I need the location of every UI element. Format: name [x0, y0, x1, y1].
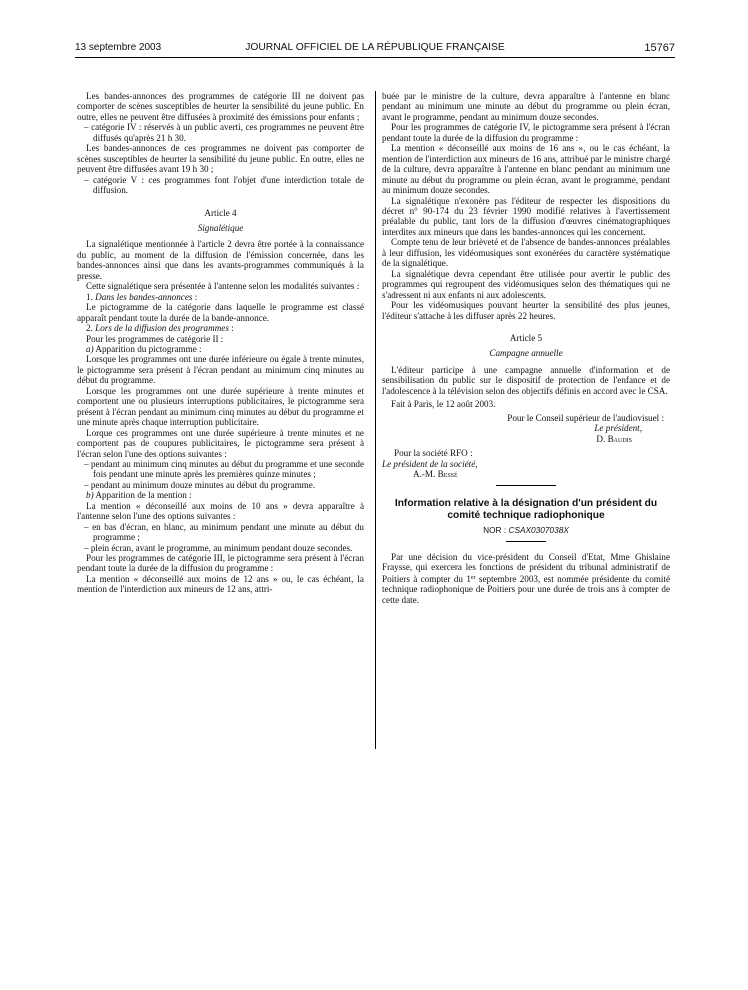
paragraph: La mention « déconseillé aux moins de 10 ans » devra apparaître à l'antenne selon l'une des options suivantes :	[77, 500, 364, 522]
list-item: – catégorie V : ces programmes font l'objet d'une interdiction totale de diffusion.	[84, 174, 364, 196]
nor-label: NOR :	[483, 525, 509, 536]
header-rule	[75, 57, 675, 58]
list-item: – catégorie IV : réservés à un public averti, ces programmes ne peuvent être diffusés qu'après 21 h 30.	[84, 122, 364, 143]
paragraph: Pour les programmes de catégorie III, le pictogramme sera présent à l'écran pendant toute la durée de la diffusion du programme :	[77, 553, 364, 574]
paragraph: Lorsque les programmes ont une durée inférieure ou égale à trente minutes, le pictogramme sera présent à l'écran pendant au minimum cinq minutes au début du programme.	[77, 354, 364, 386]
header-page-number: 15767	[644, 42, 675, 54]
subsection-a-heading	[77, 344, 364, 354]
signatory-rfo: Pour la société RFO :	[394, 448, 473, 459]
paragraph: Pour les programmes de catégorie IV, le pictogramme sera présent à l'écran pendant toute la durée de la diffusion du programme :	[382, 122, 670, 143]
column-divider	[375, 91, 376, 749]
section-number: 1.	[86, 291, 93, 302]
subsection-letter: b)	[86, 490, 94, 501]
information-title: Information relative à la désignation d'un président du comité technique radiophonique	[394, 498, 658, 521]
paragraph: Les bandes-annonces de ces programmes ne doivent pas comporter de scènes susceptibles de heurter la sensibilité du jeune public. En outre, elles ne peuvent être diffusées avant 19 h 30 ;	[77, 143, 364, 175]
article-4-heading: Article 4	[204, 207, 237, 218]
colon: :	[192, 291, 198, 302]
right-column	[382, 91, 670, 605]
subsection-letter: a)	[86, 343, 94, 354]
list-item: – plein écran, avant le programme, au minimum pendant douze secondes.	[84, 542, 353, 553]
left-column	[77, 91, 364, 595]
subsection-b-heading	[77, 490, 364, 500]
section-1-heading	[77, 292, 364, 302]
header-journal-title: JOURNAL OFFICIEL DE LA RÉPUBLIQUE FRANÇAISE	[245, 42, 505, 53]
paragraph: La signalétique mentionnée à l'article 2 devra être portée à la connaissance du public, au moment de la diffusion de l'émission concernée, dans les bandes-annonces ainsi que dans les avants-programmes communiqués à la presse.	[77, 239, 364, 281]
paragraph: L'éditeur participe à une campagne annuelle d'information et de sensibilisation du public sur le dispositif de protection de l'enfance et de l'adolescence à la télévision selon des objectifs définis en accord avec le CSA.	[382, 364, 670, 396]
superscript: er	[470, 574, 476, 581]
signatory-csa-role: Le président,	[594, 423, 642, 434]
paragraph: Compte tenu de leur brièveté et de l'absence de bandes-annonces préalables à leur diffusion, les vidéomusiques sont exonérées du caractère systématique de la signalétique.	[382, 237, 670, 269]
signatory-csa: Pour le Conseil supérieur de l'audiovisuel :	[507, 412, 664, 423]
paragraph: Les bandes-annonces des programmes de catégorie III ne doivent pas comporter de scènes susceptibles de heurter la sensibilité du jeune public. En outre, elles ne peuvent être diffusées à proximité des émissions pour enfants ;	[77, 91, 364, 122]
paragraph: buée par le ministre de la culture, devra apparaître à l'antenne en blanc pendant au minimum une minute au début du programme ou plein écran, avant le programme, pendant au minimum douze secondes.	[382, 91, 670, 122]
paragraph: La signalétique n'exonère pas l'éditeur de respecter les dispositions du décret n° 90-174 du 23 février 1990 modifié relatives à l'avertissement préalable du public, tant lors de la diffusion d'œuvres cinématographiques interdites aux mineurs que dans les bandes-annonces qui les concernent.	[382, 195, 670, 237]
paragraph: Pour les vidéomusiques pouvant heurter la sensibilité des plus jeunes, l'éditeur s'attache à les diffuser après 22 heures.	[382, 300, 670, 321]
text-run: septembre 2003, est nommée présidente du comité technique radiophonique de Poitiers pour une durée de trois ans à compter de cette date.	[382, 573, 670, 605]
section-2-heading	[77, 323, 364, 333]
page-header	[75, 42, 675, 56]
section-title: Dans les bandes-annonces	[95, 291, 193, 302]
signatory-rfo-name: A.-M. Bessé	[413, 468, 458, 479]
article-4-subtitle: Signalétique	[197, 222, 244, 233]
paragraph	[382, 552, 670, 605]
paragraph: La mention « déconseillé aux moins de 16 ans », ou le cas échéant, la mention de l'interdiction aux mineurs de 16 ans, attribué par le ministre chargé de la culture, devra apparaître à l'antenne en blanc pendant au minimum une minute au début du programme ou plein écran, avant le programme, pendant au minimum douze secondes.	[382, 143, 670, 196]
paragraph: Pour les programmes de catégorie II :	[86, 333, 224, 344]
list-item: – pendant au minimum cinq minutes au début du programme et une seconde fois pendant une minute après les premières quinze minutes ;	[84, 458, 364, 480]
signing-place-date: Fait à Paris, le 12 août 2003.	[391, 399, 496, 410]
list-item: – en bas d'écran, en blanc, au minimum pendant une minute au début du programme ;	[84, 521, 364, 543]
subsection-title: Apparition du pictogramme :	[93, 343, 202, 354]
colon: :	[228, 323, 234, 334]
paragraph: Cette signalétique sera présentée à l'antenne selon les modalités suivantes :	[86, 281, 360, 292]
nor-reference	[382, 525, 670, 535]
article-5-heading: Article 5	[509, 332, 543, 343]
paragraph: Le pictogramme de la catégorie dans laquelle le programme est classé apparaît pendant toute la durée de la bande-annonce.	[77, 302, 364, 323]
paragraph: La signalétique devra cependant être utilisée pour avertir le public des programmes qui regroupent des vidéomusiques selon des thématiques qui ne s'adressent ni aux enfants ni aux adolescents.	[382, 268, 670, 300]
subsection-title: Apparition de la mention :	[93, 490, 192, 501]
section-title: Lors de la diffusion des programmes	[95, 323, 229, 334]
paragraph: Lorsque les programmes ont une durée supérieure à trente minutes et comportent une ou plusieurs interruptions publicitaires, le pictogramme sera présent à l'écran pendant au minimum cinq minutes au début du programme et une minute après chaque interruption publicitaire.	[77, 385, 364, 428]
section-number: 2.	[86, 323, 93, 334]
nor-code: CSAX0307038X	[508, 525, 569, 536]
paragraph: La mention « déconseillé aux moins de 12 ans » ou, le cas échéant, la mention de l'interdiction aux mineurs de 12 ans, attri-	[77, 573, 364, 595]
article-5-subtitle: Campagne annuelle	[489, 348, 563, 359]
list-item: – pendant au minimum douze minutes au début du programme.	[84, 479, 316, 490]
paragraph: Lorque ces programmes ont une durée supérieure à trente minutes et ne comportent pas de coupures publicitaires, le pictogramme sera présent à l'écran selon l'une des options suivantes :	[77, 427, 364, 459]
signatory-rfo-role: Le président de la société,	[382, 458, 478, 469]
header-date: 13 septembre 2003	[75, 42, 162, 53]
text-run: Par une décision du vice-président du Conseil d'Etat, Mme Ghislaine Fraysse, qui exercera les fonctions de président du tribunal administratif de Poitiers à compter du 1	[382, 551, 670, 584]
signatory-csa-name: D. Baudis	[596, 433, 632, 444]
